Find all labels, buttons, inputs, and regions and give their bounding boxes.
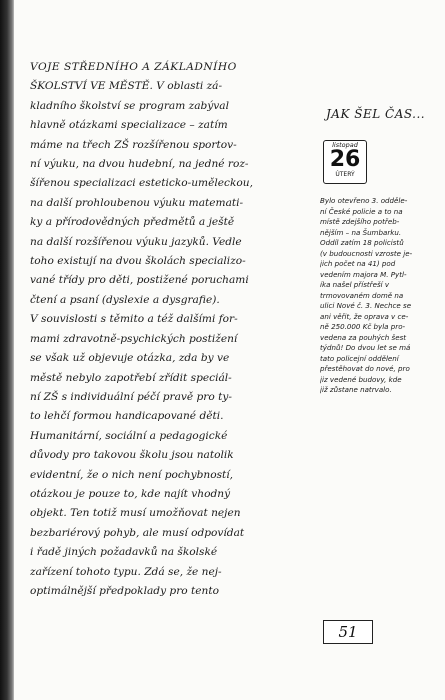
calendar-month: listopad <box>332 141 358 149</box>
main-text-line: i řadě jiných požadavků na školské <box>30 546 218 559</box>
sidebar-text-line: Oddíl zatím 18 policistů <box>320 238 404 247</box>
main-text-line: ní výuku, na dvou hudební, na jedné roz- <box>30 158 249 171</box>
main-text-line: ní ZŠ s individuální péčí pravě pro ty- <box>30 390 232 403</box>
sidebar-text-line: ani věřit, že oprava v ce- <box>320 311 409 321</box>
main-text-line: ŠKOLSTVÍ VE MĚSTĚ. V oblasti zá- <box>30 80 223 93</box>
main-text-line: optimálnější předpoklady pro tento <box>30 584 220 597</box>
main-text-line: bezbariérový pohyb, ale musí odpovídat <box>30 526 245 539</box>
sidebar-heading: JAK ŠEL ČAS... <box>326 107 426 121</box>
sidebar-text-line: ulici Nové č. 3. Nechce se <box>320 301 412 310</box>
sidebar-text-line: jiz vedené budovy, kde <box>320 374 402 384</box>
calendar-day: 26 <box>329 147 361 172</box>
main-text-line: čtení a psaní (dyslexie a dysgrafie). <box>30 293 220 306</box>
main-text-line: to lehčí formou handicapované děti. <box>30 410 224 423</box>
sidebar-text-line: trmovovaném domě na <box>320 290 404 300</box>
main-text-line: VOJE STŘEDNÍHO A ZÁKLADNÍHO <box>30 61 237 73</box>
sidebar-text-line: jich počet na 41) pod <box>320 259 396 268</box>
main-text-line: otázkou je pouze to, kde najít vhodný <box>30 487 231 500</box>
main-text-line: městě nebylo zapotřebí zřídit speciál- <box>30 371 232 384</box>
main-text-line: toho existují na dvou školách specializo- <box>30 255 246 268</box>
sidebar-text-line: vedena za pouhých šest <box>320 332 407 342</box>
main-text-line: ky a přírodovědných předmětů a ještě <box>30 216 235 229</box>
sidebar-text-line: vedením majora M. Pytl- <box>320 269 407 279</box>
sidebar-text-line: přestěhovat do nové, pro <box>320 364 410 373</box>
main-text-line: V souvislosti s těmito a též dalšími for- <box>30 313 238 326</box>
main-text-line: zařízení tohoto typu. Zdá se, že nej- <box>30 565 222 578</box>
main-text-line: mami zdravotně-psychických postižení <box>30 332 238 345</box>
sidebar-text-line: již zůstane natrvalo. <box>320 385 392 394</box>
main-text-line: máme na třech ZŠ rozšířenou sportov- <box>30 138 237 151</box>
main-text-line: vané třídy pro děti, postižené poruchami <box>30 274 249 287</box>
main-text-line: se však už objevuje otázka, zda by ve <box>30 352 230 365</box>
main-text-line: důvody pro takovou školu jsou natolik <box>30 449 234 462</box>
sidebar-text-line: nějším – na Šumbarku. <box>320 227 402 237</box>
main-text-line: evidentní, že o nich není pochybností, <box>30 468 234 481</box>
sidebar-text-line: (v budoucnosti vzroste je- <box>320 248 413 258</box>
main-text-line: hlavně otázkami specializace – zatím <box>30 119 228 132</box>
main-text-line: šířenou specializaci esteticko-uměleckou, <box>30 177 253 190</box>
sidebar-text-line: tato policejní oddělení <box>320 353 399 363</box>
calendar-weekday: ÚTERÝ <box>335 171 355 178</box>
main-text-line: Humanitární, sociální a pedagogické <box>30 429 228 442</box>
main-text-line: objekt. Ten totiž musí umožňovat nejen <box>30 507 241 520</box>
calendar-icon <box>323 140 367 184</box>
page-number: 51 <box>323 620 373 644</box>
main-text-line: kladního školství se program zabýval <box>30 99 229 112</box>
sidebar-text-line: místě zdejšího potřeb- <box>320 217 400 226</box>
sidebar-text-line: ně 250.000 Kč byla pro- <box>320 322 406 331</box>
sidebar-text-line: íka našel přístřeší v <box>320 280 390 289</box>
main-text-line: na další prohloubenou výuku matemati- <box>30 196 244 209</box>
sidebar-text-line: týdnů! Do dvou let se má <box>320 343 411 352</box>
main-text-column <box>30 58 320 601</box>
sidebar-text-column <box>320 196 440 396</box>
main-text-line: na další rozšířenou výuku jazyků. Vedle <box>30 235 242 248</box>
sidebar-text-line: ní České policie a to na <box>320 206 403 216</box>
sidebar-text-line: Bylo otevřeno 3. odděle- <box>320 196 408 205</box>
book-spine-shadow <box>0 0 14 700</box>
